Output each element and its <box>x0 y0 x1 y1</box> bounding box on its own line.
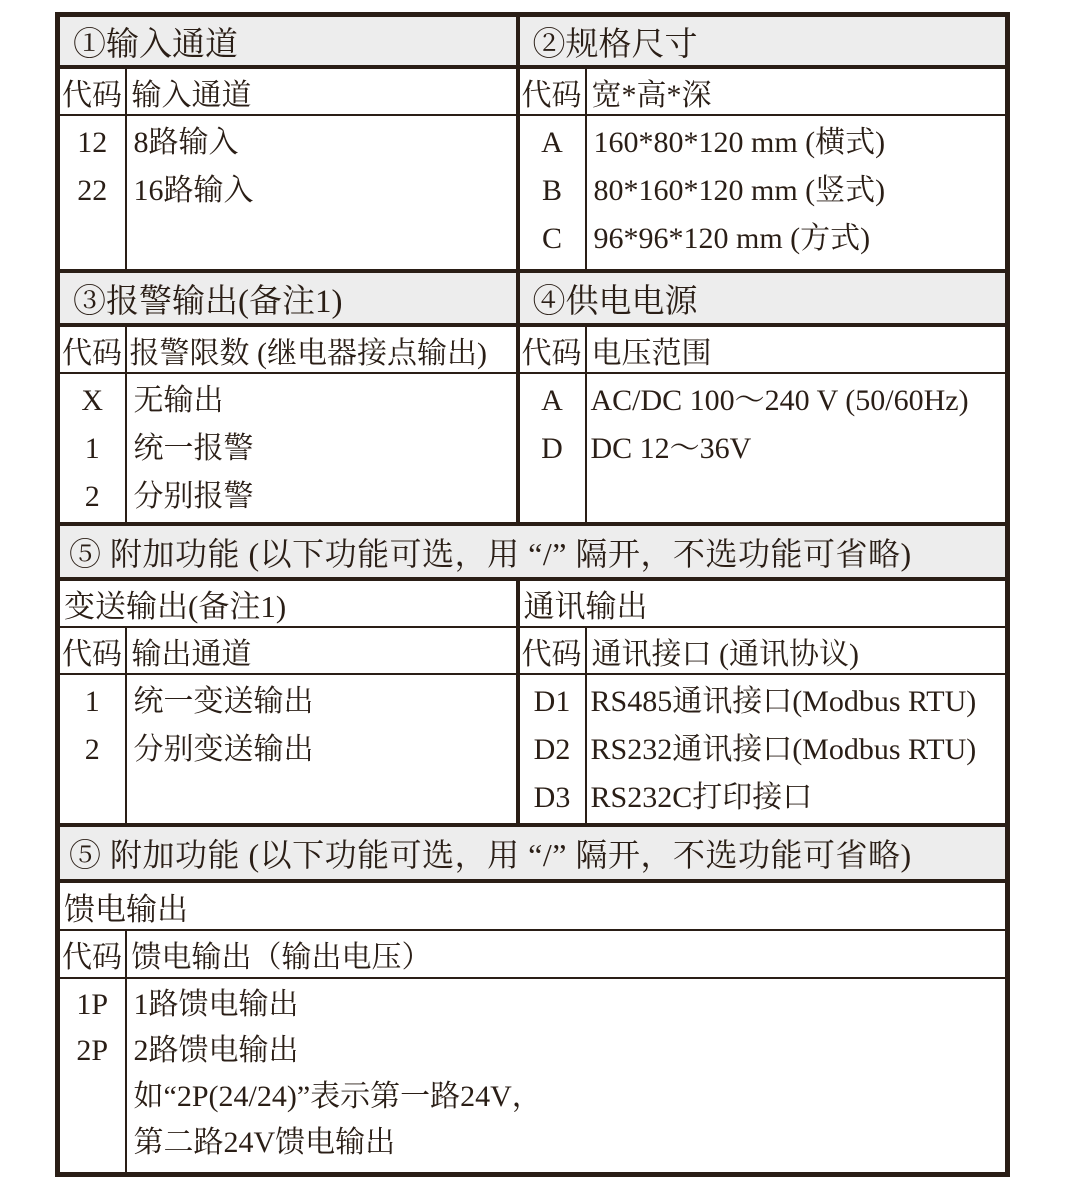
desc-value: 16路输入 <box>133 174 254 207</box>
desc-value: 8路输入 <box>133 126 239 159</box>
s5R-code-cell <box>518 674 586 825</box>
feed-output-title-row <box>58 881 1008 930</box>
code-value: A <box>541 126 563 159</box>
body-row-1 <box>58 115 1008 271</box>
s1-code-header: 代码 <box>58 67 126 115</box>
s5R-code-header: 代码 <box>518 627 586 674</box>
column-header-row-3 <box>58 627 1008 674</box>
banner-row-2 <box>58 825 1008 881</box>
code-value: D1 <box>533 685 571 718</box>
s4-desc-header: 电压范围 <box>586 325 1008 373</box>
code-value: 12 <box>77 126 108 159</box>
section1-title: ①输入通道 <box>58 15 518 68</box>
feed-output-title: 馈电输出 <box>58 881 1008 930</box>
desc-value: 1路馈电输出 <box>133 988 299 1021</box>
code-value: 1 <box>84 685 100 718</box>
section3-title: ③报警输出(备注1) <box>58 271 518 325</box>
code-value: D3 <box>533 781 571 814</box>
body-row-4 <box>58 978 1008 1175</box>
section-header-row-2 <box>58 271 1008 325</box>
transmit-output-title: 变送输出(备注1) <box>58 579 518 627</box>
s3-code-header: 代码 <box>58 325 126 373</box>
s5L-desc-cell <box>126 674 518 825</box>
s3-desc-cell <box>126 373 518 524</box>
s5L-code-header: 代码 <box>58 627 126 674</box>
ordering-table <box>55 12 1010 1177</box>
ordering-code-sheet <box>55 12 1010 1177</box>
comm-output-title: 通讯输出 <box>518 579 1008 627</box>
section-header-row-1 <box>58 15 1008 68</box>
s4-code-header: 代码 <box>518 325 586 373</box>
s4-code-cell <box>518 373 586 524</box>
s2-code-cell <box>518 115 586 271</box>
desc-value: 96*96*120 mm (方式) <box>593 222 871 255</box>
desc-value: 第二路24V馈电输出 <box>133 1126 396 1159</box>
s3-desc-header: 报警限数 (继电器接点输出) <box>126 325 518 373</box>
desc-value: 分别报警 <box>133 480 254 513</box>
s6-code-cell <box>58 978 126 1175</box>
s2-code-header: 代码 <box>518 67 586 115</box>
s3-code-cell <box>58 373 126 524</box>
code-value: 2P <box>76 1034 109 1067</box>
s5L-desc-header: 输出通道 <box>126 627 518 674</box>
s5L-code-cell <box>58 674 126 825</box>
s1-code-cell <box>58 115 126 271</box>
desc-value: 无输出 <box>133 384 224 417</box>
desc-value: AC/DC 100～240 V (50/60Hz) <box>590 384 969 417</box>
code-value <box>60 1120 125 1166</box>
s5R-desc-header: 通讯接口 (通讯协议) <box>586 627 1008 674</box>
code-value: 1P <box>76 988 109 1021</box>
banner-row-1 <box>58 524 1008 579</box>
desc-value: 160*80*120 mm (横式) <box>593 126 886 159</box>
desc-value: 统一报警 <box>133 432 254 465</box>
code-value <box>60 1074 125 1120</box>
s1-desc-cell <box>126 115 518 271</box>
code-value: 22 <box>77 174 108 207</box>
column-header-row-4 <box>58 930 1008 978</box>
desc-value: RS232通讯接口(Modbus RTU) <box>590 733 977 766</box>
s2-desc-header: 宽*高*深 <box>586 67 1008 115</box>
body-row-2 <box>58 373 1008 524</box>
s1-desc-header: 输入通道 <box>126 67 518 115</box>
code-value: C <box>541 222 562 255</box>
s6-desc-cell <box>126 978 1008 1175</box>
desc-value: RS232C打印接口 <box>590 781 813 814</box>
body-row-3 <box>58 674 1008 825</box>
desc-value: 分别变送输出 <box>133 733 314 766</box>
code-value: 2 <box>84 733 100 766</box>
code-value: B <box>541 174 562 207</box>
desc-value: 2路馈电输出 <box>133 1034 299 1067</box>
code-value: 2 <box>84 480 100 513</box>
s6-code-header: 代码 <box>58 930 126 978</box>
s2-desc-cell <box>586 115 1008 271</box>
desc-value: 80*160*120 mm (竖式) <box>593 174 886 207</box>
desc-value: 统一变送输出 <box>133 685 314 718</box>
desc-value: 如“2P(24/24)”表示第一路24V， <box>133 1080 542 1113</box>
desc-value: RS485通讯接口(Modbus RTU) <box>590 685 977 718</box>
column-header-row-2 <box>58 325 1008 373</box>
section5-banner-2: ⑤ 附加功能 (以下功能可选，用 “/” 隔开，不选功能可省略) <box>58 825 1008 881</box>
section4-title: ④供电电源 <box>518 271 1008 325</box>
section2-title: ②规格尺寸 <box>518 15 1008 68</box>
desc-value: DC 12～36V <box>590 432 752 465</box>
code-value: 1 <box>84 432 100 465</box>
subsection-header-row <box>58 579 1008 627</box>
s5R-desc-cell <box>586 674 1008 825</box>
code-value: A <box>541 384 563 417</box>
code-value: X <box>81 384 104 417</box>
s6-desc-header: 馈电输出（输出电压） <box>126 930 1008 978</box>
column-header-row-1 <box>58 67 1008 115</box>
section5-banner: ⑤ 附加功能 (以下功能可选，用 “/” 隔开，不选功能可省略) <box>58 524 1008 579</box>
code-value: D2 <box>533 733 571 766</box>
code-value: D <box>541 432 563 465</box>
s4-desc-cell <box>586 373 1008 524</box>
